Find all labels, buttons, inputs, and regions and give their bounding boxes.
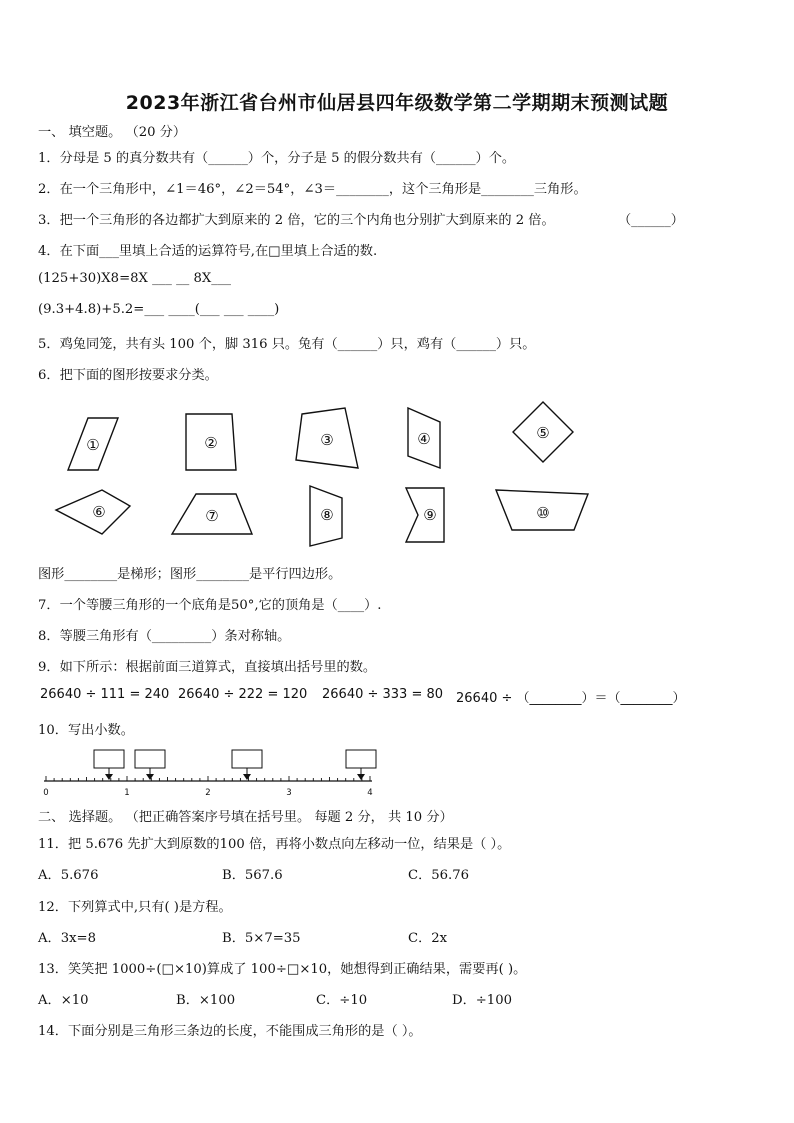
shape-label-4: ④ (417, 430, 431, 448)
ruler-label-4: 4 (367, 788, 373, 798)
question-13-option-c: C．÷10 (316, 993, 368, 1008)
question-4-line-a: (125+30)X8=8X ___ __ 8X___ (38, 271, 232, 286)
question-12-option-b: B．5×7=35 (222, 931, 301, 946)
question-1: 1．分母是 5 的真分数共有（______）个，分子是 5 的假分数共有（______）个。 (38, 151, 516, 166)
shape-label-8: ⑧ (320, 506, 334, 524)
answer-box-1 (94, 750, 124, 768)
question-13: 13．笑笑把 1000÷(□×10)算成了 100÷□×10，她想得到正确结果，需要再( )。 (38, 962, 527, 977)
shape-label-2: ② (204, 434, 218, 452)
question-10: 10．写出小数。 (38, 723, 134, 738)
question-13-option-d: D．÷100 (452, 993, 512, 1008)
question-13-option-a: A．×10 (38, 993, 89, 1008)
answer-box-4 (346, 750, 376, 768)
question-12-option-a: A．3x=8 (38, 931, 96, 946)
question-7: 7．一个等腰三角形的一个底角是50°,它的顶角是（____）. (38, 598, 382, 613)
question-3-answer-bracket: （______） (618, 213, 684, 228)
question-11-option-c: C．56.76 (408, 868, 470, 883)
shape-label-7: ⑦ (205, 507, 219, 525)
shape-label-9: ⑨ (423, 506, 437, 524)
question-6: 6．把下面的图形按要求分类。 (38, 368, 218, 383)
question-4: 4．在下面___里填上合适的运算符号,在□里填上合适的数. (38, 244, 378, 259)
question-11: 11．把 5.676 先扩大到原数的100 倍，再将小数点向左移动一位，结果是（ ）。 (38, 837, 511, 852)
question-9-equation-4: 26640 ÷ （________）＝（________） (456, 691, 686, 706)
question-11-option-a: A．5.676 (38, 868, 99, 883)
question-12: 12．下列算式中,只有( )是方程。 (38, 900, 232, 915)
ruler-label-1: 1 (124, 788, 130, 798)
shape-label-6: ⑥ (92, 503, 106, 521)
question-3: 3．把一个三角形的各边都扩大到原来的 2 倍，它的三个内角也分别扩大到原来的 2 倍。 (38, 213, 555, 228)
question-9-equation-3: 26640 ÷ 333 = 80 (322, 687, 444, 702)
question-4-line-b: (9.3+4.8)+5.2=___ ____(___ ___ ____) (38, 302, 280, 317)
page-title: 2023年浙江省台州市仙居县四年级数学第二学期期末预测试题 (125, 92, 669, 114)
question-11-option-b: B．567.6 (222, 868, 283, 883)
question-6-answer: 图形________是梯形；图形________是平行四边形。 (38, 567, 342, 582)
section-2-heading: 二、 选择题。 （把正确答案序号填在括号里。 每题 2 分， 共 10 分） (38, 810, 453, 825)
answer-box-3 (232, 750, 262, 768)
question-8: 8．等腰三角形有（_________）条对称轴。 (38, 629, 291, 644)
question-9-equation-2: 26640 ÷ 222 = 120 (178, 687, 308, 702)
question-5: 5．鸡兔同笼，共有头 100 个，脚 316 只。兔有（______）只，鸡有（______）只。 (38, 337, 536, 352)
question-13-option-b: B．×100 (176, 993, 236, 1008)
shape-label-1: ① (86, 436, 100, 454)
ruler-label-2: 2 (205, 788, 211, 798)
question-2: 2．在一个三角形中，∠1＝46°，∠2＝54°，∠3＝________，这个三角形是________三角形。 (38, 182, 587, 197)
question-9: 9．如下所示：根据前面三道算式，直接填出括号里的数。 (38, 660, 377, 675)
question-9-equation-1: 26640 ÷ 111 = 240 (40, 687, 170, 702)
ruler-label-3: 3 (286, 788, 292, 798)
question-14: 14．下面分别是三角形三条边的长度，不能围成三角形的是（ ）。 (38, 1024, 422, 1039)
number-line (38, 746, 383, 798)
answer-box-2 (135, 750, 165, 768)
section-1-heading: 一、 填空题。 （20 分） (38, 125, 187, 140)
question-12-option-c: C．2x (408, 931, 448, 946)
shape-label-10: ⑩ (536, 504, 550, 522)
shapes-figure (40, 398, 600, 558)
shape-label-3: ③ (320, 431, 334, 449)
ruler-label-0: 0 (43, 788, 49, 798)
shape-label-5: ⑤ (536, 424, 550, 442)
